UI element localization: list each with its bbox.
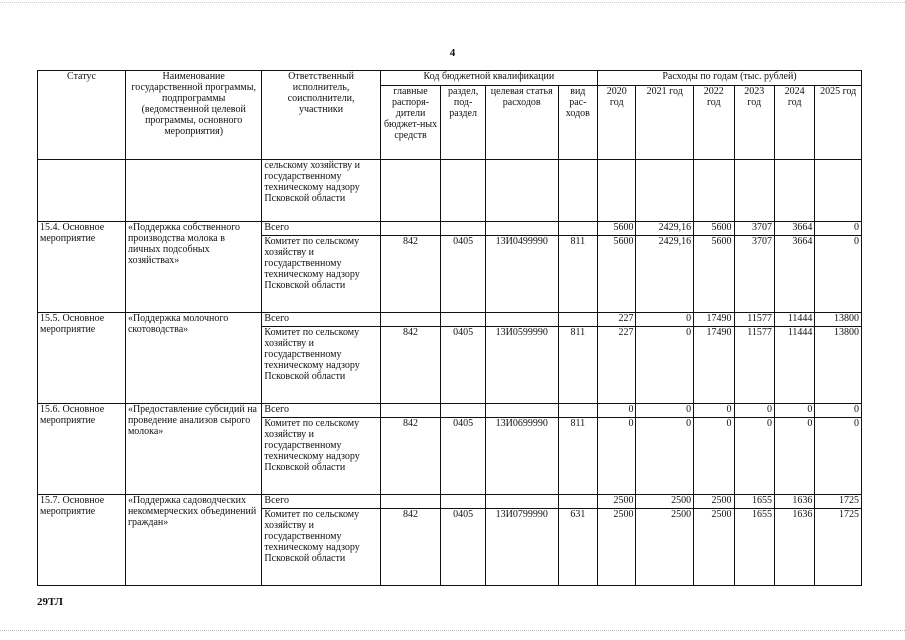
expense-value: 0 (815, 418, 862, 495)
header-program-name: Наименование государственной программы, подпрограммы (ведомственной целевой программы, основного мероприятия) (125, 71, 261, 160)
total-value: 0 (598, 404, 636, 418)
total-label: Всего (262, 313, 380, 327)
total-value: 3664 (774, 222, 814, 236)
expense-value: 13800 (815, 327, 862, 404)
expense-value: 0 (774, 418, 814, 495)
expense-value: 0 (598, 418, 636, 495)
expense-value: 2500 (636, 509, 694, 586)
measure-executor: Комитет по сельскому хозяйству и государственному техническому надзору Псковской области (262, 236, 380, 313)
target-code: 13И0499990 (485, 236, 558, 313)
total-value: 2500 (636, 495, 694, 509)
header-section: раздел, под-раздел (441, 86, 485, 160)
measure-name: «Предоставление субсидий на проведение анализов сырого молока» (125, 404, 261, 495)
total-label: Всего (262, 222, 380, 236)
header-budget-code: Код бюджетной квалификации (380, 71, 597, 86)
expense-value: 227 (598, 327, 636, 404)
total-value: 0 (636, 313, 694, 327)
total-value: 0 (734, 404, 774, 418)
expense-value: 1725 (815, 509, 862, 586)
expense-value: 11577 (734, 327, 774, 404)
total-value: 1655 (734, 495, 774, 509)
measure-total-row (38, 495, 862, 509)
total-value: 0 (636, 404, 694, 418)
total-value: 1636 (774, 495, 814, 509)
total-label: Всего (262, 404, 380, 418)
expense-value: 0 (694, 418, 734, 495)
header-year: 2020 год (598, 86, 636, 160)
expense-value: 5600 (694, 236, 734, 313)
continuation-row (38, 160, 862, 222)
footer-code: 29ТЛ (37, 596, 63, 608)
total-value: 0 (774, 404, 814, 418)
header-expense-type: вид рас-ходов (558, 86, 597, 160)
expense-value: 3707 (734, 236, 774, 313)
grbs-code: 842 (380, 236, 441, 313)
total-value: 5600 (694, 222, 734, 236)
header-grbs: главные распоря-дители бюджет-ных средств (380, 86, 441, 160)
expense-value: 5600 (598, 236, 636, 313)
total-value: 5600 (598, 222, 636, 236)
expense-value: 1655 (734, 509, 774, 586)
total-value: 0 (815, 222, 862, 236)
expense-type-code: 631 (558, 509, 597, 586)
total-value: 227 (598, 313, 636, 327)
expense-value: 0 (815, 236, 862, 313)
measure-executor: Комитет по сельскому хозяйству и государственному техническому надзору Псковской области (262, 327, 380, 404)
total-value: 11444 (774, 313, 814, 327)
measure-status: 15.6. Основное мероприятие (38, 404, 126, 495)
total-value: 2429,16 (636, 222, 694, 236)
measure-status: 15.4. Основное мероприятие (38, 222, 126, 313)
measure-total-row (38, 313, 862, 327)
target-code: 13И0699990 (485, 418, 558, 495)
measure-status: 15.5. Основное мероприятие (38, 313, 126, 404)
total-value: 3707 (734, 222, 774, 236)
header-year: 2021 год (636, 86, 694, 160)
target-code: 13И0599990 (485, 327, 558, 404)
expense-type-code: 811 (558, 236, 597, 313)
measure-total-row (38, 404, 862, 418)
expense-value: 0 (636, 418, 694, 495)
section-code: 0405 (441, 236, 485, 313)
expense-type-code: 811 (558, 418, 597, 495)
header-year: 2025 год (815, 86, 862, 160)
header-year: 2023 год (734, 86, 774, 160)
grbs-code: 842 (380, 327, 441, 404)
measure-executor: Комитет по сельскому хозяйству и государственному техническому надзору Псковской области (262, 418, 380, 495)
header-year: 2024 год (774, 86, 814, 160)
expense-value: 0 (734, 418, 774, 495)
header-responsible: Ответственный исполнитель, соисполнители, участники (262, 71, 380, 160)
header-target: целевая статья расходов (485, 86, 558, 160)
section-code: 0405 (441, 418, 485, 495)
measure-total-row (38, 222, 862, 236)
scan-top-edge (0, 2, 905, 4)
grbs-code: 842 (380, 418, 441, 495)
budget-table (37, 70, 862, 586)
total-value: 0 (694, 404, 734, 418)
total-value: 0 (815, 404, 862, 418)
total-value: 2500 (694, 495, 734, 509)
expense-value: 2500 (694, 509, 734, 586)
total-value: 13800 (815, 313, 862, 327)
expense-value: 1636 (774, 509, 814, 586)
total-value: 17490 (694, 313, 734, 327)
header-status: Статус (38, 71, 126, 160)
target-code: 13И0799990 (485, 509, 558, 586)
expense-value: 2429,16 (636, 236, 694, 313)
continuation-executor: сельскому хозяйству и государственному техническому надзору Псковской области (262, 160, 380, 222)
scan-bottom-edge (0, 630, 905, 632)
measure-name: «Поддержка собственного производства молока в личных подсобных хозяйствах» (125, 222, 261, 313)
measure-status: 15.7. Основное мероприятие (38, 495, 126, 586)
expense-value: 2500 (598, 509, 636, 586)
section-code: 0405 (441, 509, 485, 586)
page-number: 4 (449, 47, 456, 59)
total-value: 2500 (598, 495, 636, 509)
expense-value: 0 (636, 327, 694, 404)
header-year: 2022 год (694, 86, 734, 160)
expense-value: 3664 (774, 236, 814, 313)
expense-type-code: 811 (558, 327, 597, 404)
grbs-code: 842 (380, 509, 441, 586)
section-code: 0405 (441, 327, 485, 404)
total-value: 11577 (734, 313, 774, 327)
total-label: Всего (262, 495, 380, 509)
measure-executor: Комитет по сельскому хозяйству и государственному техническому надзору Псковской области (262, 509, 380, 586)
measure-name: «Поддержка садоводческих некоммерческих объединений граждан» (125, 495, 261, 586)
total-value: 1725 (815, 495, 862, 509)
expense-value: 11444 (774, 327, 814, 404)
header-expenses: Расходы по годам (тыс. рублей) (598, 71, 862, 86)
measure-name: «Поддержка молочного скотоводства» (125, 313, 261, 404)
expense-value: 17490 (694, 327, 734, 404)
